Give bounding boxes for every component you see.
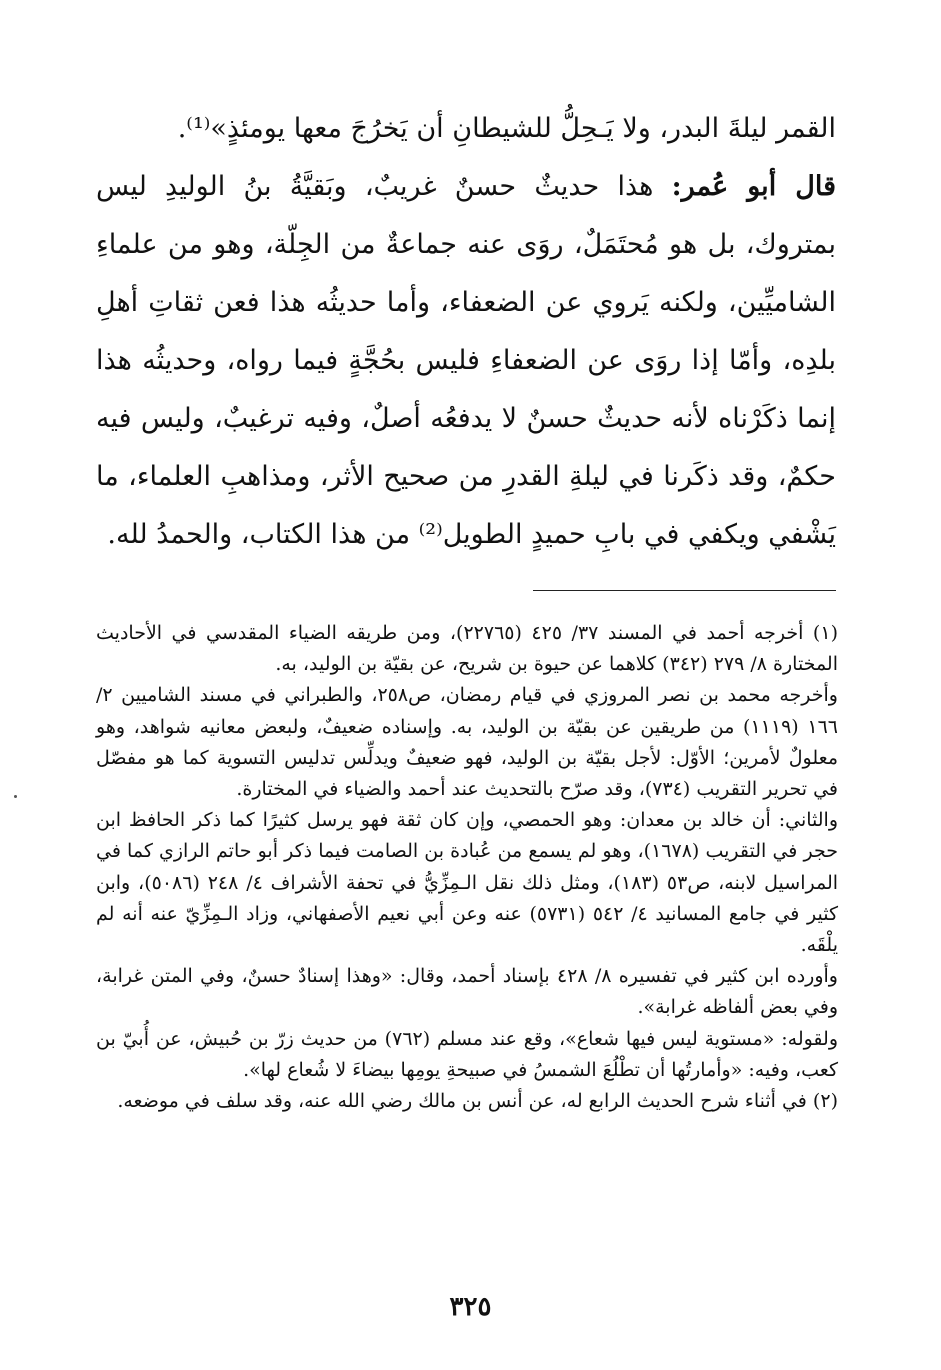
footnote-1-continuation: والثاني: أن خالد بن معدان: وهو الحمصي، وإن كان ثقة فهو يرسل كثيرًا كما ذكر الحافظ ابن حجر في التقريب (١٦٧٨)، وهو لم يسمع من عُبادة بن الصامت فيما ذكر أبو حاتم الرازي كما في المراسيل لابنه، ص٥٣ (١٨٣)، ومثل ذلك نقل الـمِزِّيُّ في تحفة الأشراف ٤/ ٢٤٨ (٥٠٨٦)، وابن كثير في جامع المسانيد ٤/ ٥٤٢ (٥٧٣١) عنه وعن أبي نعيم الأصفهاني، وزاد الـمِزِّيّ عنه أنه لم يلْقَه. — [96, 809, 839, 957]
footnote-1-continuation: ولقوله: «مستوية ليس فيها شعاع»، وقع عند مسلم (٧٦٢) من حديث زرّ بن حُبيش، عن أُبيّ بن كعب، وفيه: «وأمارتُها أن تطْلُعَ الشمسُ في صبيحةِ يومِها بيضاءَ لا شُعاع لها». — [96, 1027, 838, 1081]
footnote-1: (١) أخرجه أحمد في المسند ٣٧/ ٤٢٥ (٢٢٧٦٥)، ومن طريقه الضياء المقدسي في الأحاديث المختارة ٨/ ٢٧٩ (٣٤٢) كلاهما عن حيوة بن شريح، عن بقيّة بن الوليد، به. — [96, 622, 838, 676]
footnotes — [96, 618, 838, 1117]
main-paragraph-1: القمر ليلةَ البدر، ولا يَـحِلُّ للشيطانِ أن يَخرُجَ معها يومئذٍ»⁽¹⁾. — [177, 113, 836, 144]
main-paragraph-2-text: هذا حديثٌ حسنٌ غريبٌ، وبَقيَّةُ بنُ الوليدِ ليس بمتروك، بل هو مُحتَمَلٌ، روَى عنه جماعةٌ من الجِلّة، وهو من علماءِ الشاميِّين، ولكنه يَروي عن الضعفاء، وأما حديثُه هذا فعن ثقاتِ أهلِ بلدِه، وأمّا إذا روَى عن الضعفاءِ فليس بحُجَّةٍ فيما رواه، وحديثُه هذا إنما ذكَرْناه لأنه حديثٌ حسنٌ لا يدفعُه أصلٌ، وفيه ترغيبٌ، وليس فيه حكمٌ، وقد ذكَرنا في ليلةِ القدرِ من صحيح الأثر، ومذاهبِ العلماء، ما يَشْفي ويكفي في بابِ حميدٍ الطويل⁽²⁾ من هذا الكتاب، والحمدُ لله. — [96, 171, 836, 550]
speaker-label: قال أبو عُمر: — [671, 171, 836, 202]
main-text — [96, 100, 836, 564]
page-number: ٣٢٥ — [449, 1292, 492, 1322]
footnote-2: (٢) في أثناء شرح الحديث الرابع له، عن أنس بن مالك رضي الله عنه، وقد سلف في موضعه. — [117, 1090, 838, 1113]
footnote-separator — [533, 590, 836, 591]
footnote-1-continuation: وأورده ابن كثير في تفسيره ٨/ ٤٢٨ بإسناد أحمد، وقال: «وهذا إسنادٌ حسنٌ، وفي المتن غرابة، وفي بعض ألفاظه غرابة». — [96, 965, 838, 1019]
margin-mark — [14, 795, 17, 798]
main-paragraph-2 — [96, 158, 836, 564]
footnote-1-continuation: وأخرجه محمد بن نصر المروزي في قيام رمضان، ص٢٥٨، والطبراني في مسند الشاميين ٢/ ١٦٦ (١١١٩) من طريقين عن بقيّة بن الوليد، به. وإسناده ضعيفٌ، ولبعض معانيه شواهد، وهو معلولٌ لأمرين؛ الأوّل: لأجل بقيّة بن الوليد، فهو ضعيفٌ ويدلِّس تدليس التسوية كما هو مفصّل في تحرير التقريب (٧٣٤)، وقد صرّح بالتحديث عند أحمد والضياء في المختارة. — [96, 684, 838, 801]
